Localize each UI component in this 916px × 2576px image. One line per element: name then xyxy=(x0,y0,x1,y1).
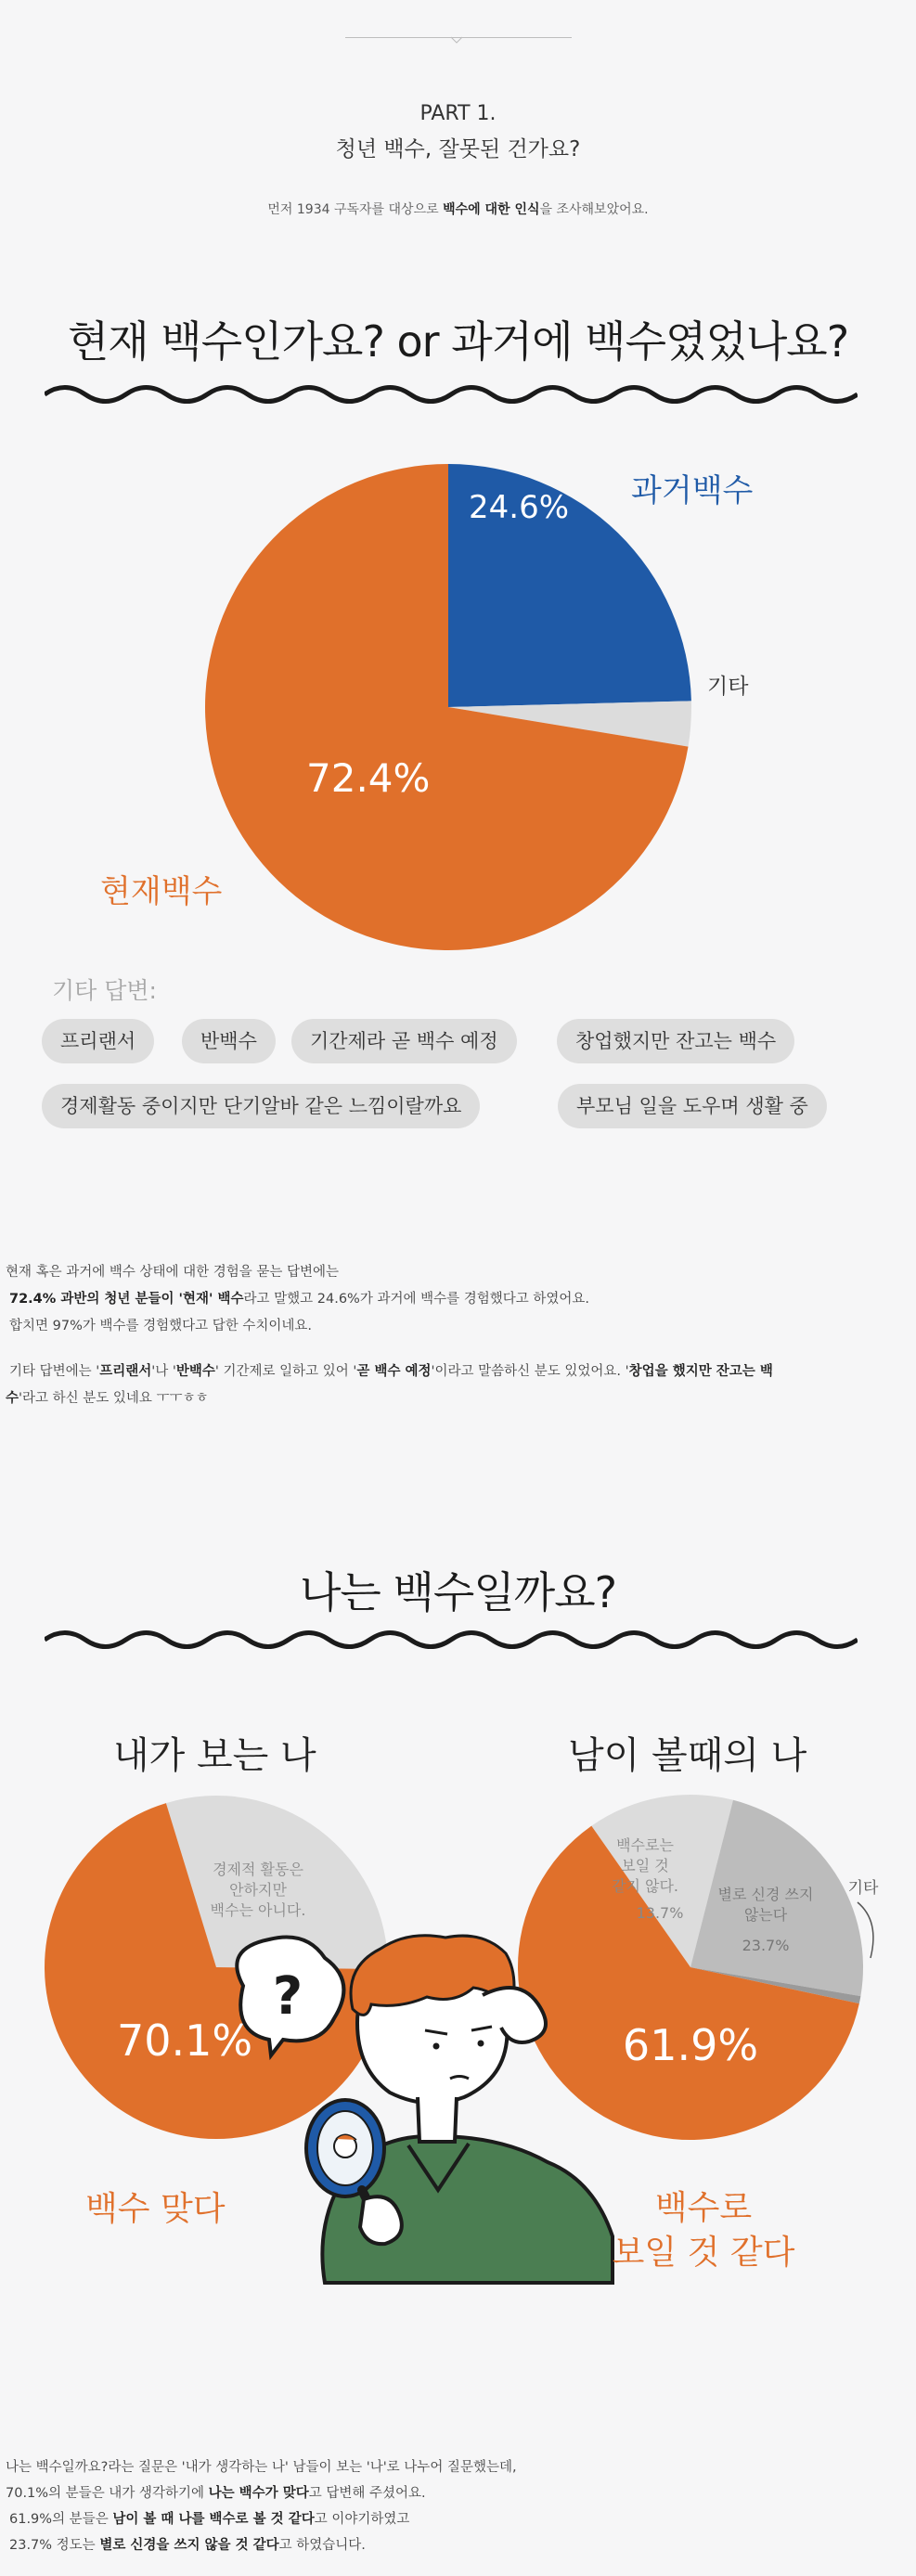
pie3-mid-label-line2: 않는다 xyxy=(743,1906,788,1924)
wave-divider-2 xyxy=(45,1626,858,1654)
part-label: PART 1. xyxy=(419,102,497,125)
pie3-etc-label: 기타 xyxy=(847,1879,879,1898)
pie1-label-past-value: 24.6% xyxy=(469,489,570,526)
left-chart-title: 내가 보는 나 xyxy=(113,1734,316,1777)
pie3-mid-label-line1: 별로 신경 쓰지 xyxy=(717,1886,814,1903)
right-chart-title: 남이 볼때의 나 xyxy=(568,1734,807,1777)
etc-chip: 프리랜서 xyxy=(42,1019,154,1063)
paragraph-1: 현재 혹은 과거에 백수 상태에 대한 경험을 묻는 답변에는 72.4% 과반의 청년 분들이 '현재' 백수라고 말했고 24.6%가 과거에 백수를 경험했다고 하였어요. 합치면 97%가 백수를 경험했다고 답한 수치이네요. 기타 답변에는 '프리랜서'나 '반백수' 기간제로 일하고 있어 '곧 백수 예정'이라고 말씀하신 분도 있었어요. '창업을 했지만 잔고는 백 수'라고 하신 분도 있네요 ㅜㅜㅎㅎ xyxy=(6,1265,773,1406)
pie1-legend-etc: 기타 xyxy=(707,675,749,699)
intro-text: 먼저 1934 구독자를 대상으로 백수에 대한 인식을 조사해보았어요. xyxy=(267,202,649,217)
pie2-gray-label-line2: 안하지만 xyxy=(229,1881,287,1899)
etc-chip: 경제활동 중이지만 단기알바 같은 느낌이랄까요 xyxy=(42,1084,480,1128)
pie3-light-value: 13.7% xyxy=(636,1904,684,1922)
section2-title: 나는 백수일까요? xyxy=(299,1567,617,1617)
pie3-light-label-line3: 같지 않다. xyxy=(612,1877,678,1895)
pie2-gray-label-line1: 경제적 활동은 xyxy=(213,1861,303,1878)
eye-left xyxy=(433,2043,440,2050)
pie3-mid-value: 23.7% xyxy=(742,1937,790,1954)
pie1-legend-past: 과거백수 xyxy=(631,472,754,509)
pie1-label-current-value: 72.4% xyxy=(306,755,431,801)
hand-holding-mirror xyxy=(360,2196,402,2244)
divider-notch-icon xyxy=(451,35,462,46)
etc-chip: 반백수 xyxy=(182,1019,276,1063)
etc-heading: 기타 답변: xyxy=(52,977,157,1004)
etc-chip: 기간제라 곧 백수 예정 xyxy=(291,1019,517,1063)
pie-chart-1 xyxy=(0,427,916,974)
pie3-light-label-line1: 백수로는 xyxy=(616,1836,674,1854)
paragraph-2: 나는 백수일까요?라는 질문은 '내가 생각하는 나' 남들이 보는 '나'로 나누어 질문했는데, 70.1%의 분들은 내가 생각하기에 나는 백수가 맞다고 답변해 주셨어요. 61.9%의 분들은 남이 볼 때 나를 백수로 볼 것 같다고 이야기하였고 23.7% 정도는 별로 신경을 쓰지 않을 것 같다고 하였습니다. xyxy=(6,2460,517,2553)
eye-right xyxy=(478,2041,484,2047)
wave-divider-1 xyxy=(45,380,858,408)
pie2-orange-value: 70.1% xyxy=(117,2016,253,2066)
neck xyxy=(418,2097,457,2142)
part-title: 청년 백수, 잘못된 건가요? xyxy=(335,137,581,161)
etc-chip: 창업했지만 잔고는 백수 xyxy=(557,1019,794,1063)
question-mark-icon: ? xyxy=(272,1966,303,2027)
pie3-light-label-line2: 보일 것 xyxy=(621,1857,669,1874)
pie3-orange-value: 61.9% xyxy=(622,2020,759,2070)
pie1-legend-current: 현재백수 xyxy=(100,873,223,910)
etc-chip: 부모님 일을 도우며 생활 중 xyxy=(558,1084,827,1128)
pie2-gray-label-line3: 백수는 아니다. xyxy=(210,1901,306,1919)
pie3-orange-label: 백수로 보일 것 같다 xyxy=(612,2189,795,2272)
section1-title: 현재 백수인가요? or 과거에 백수였었나요? xyxy=(67,316,849,367)
pie2-orange-label: 백수 맞다 xyxy=(85,2190,226,2228)
